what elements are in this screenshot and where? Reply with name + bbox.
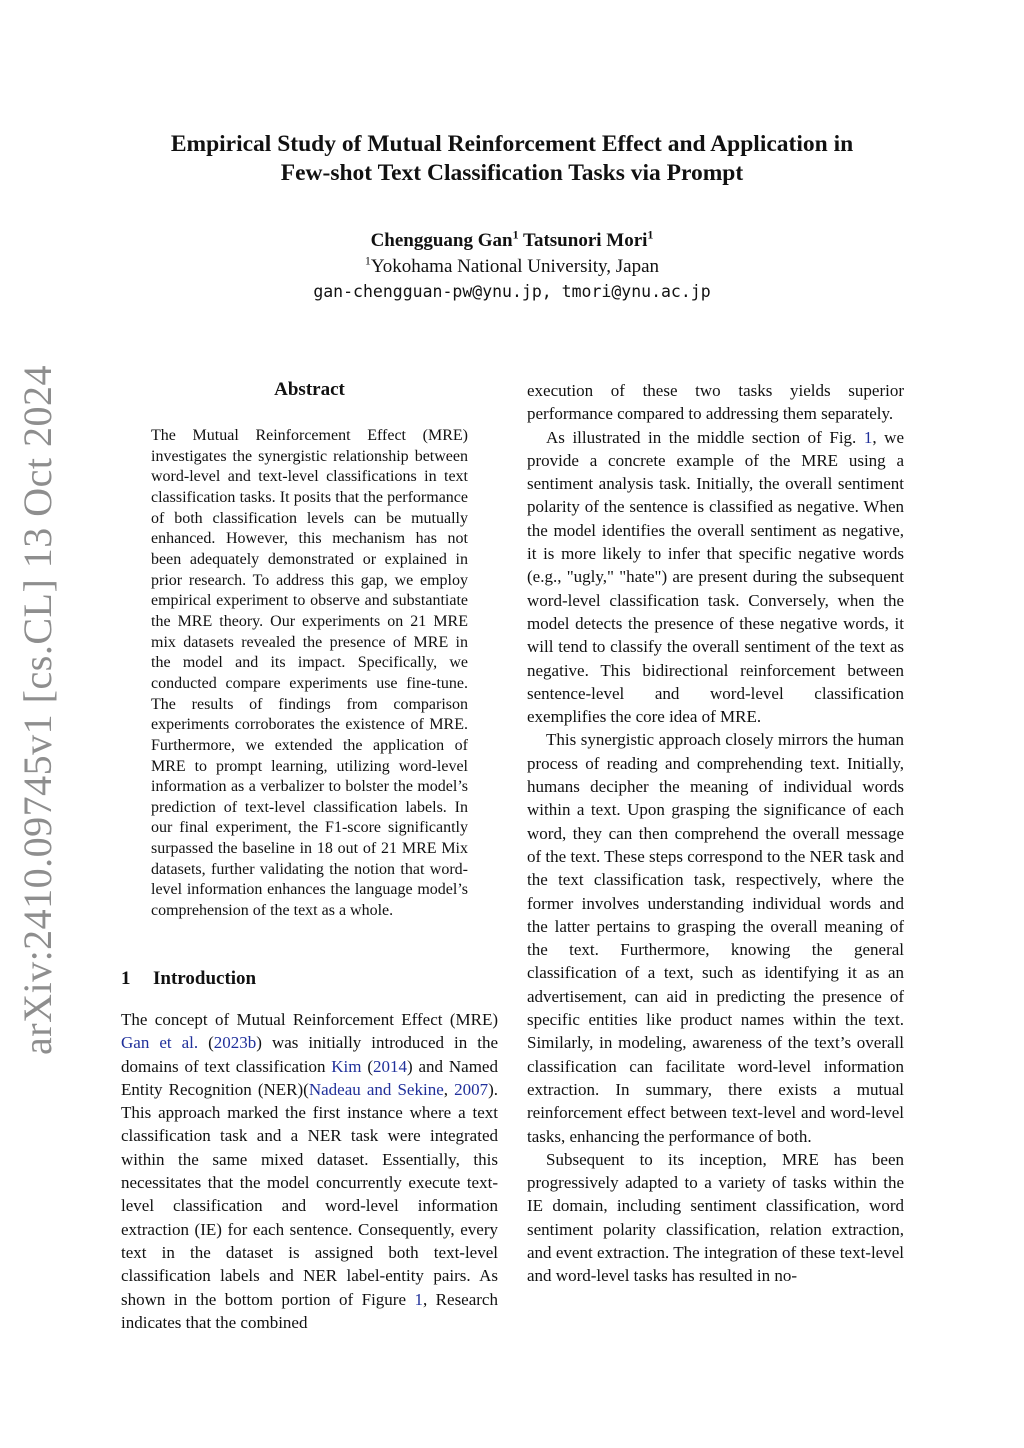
author-emails: gan-chengguan-pw@ynu.jp, tmori@ynu.ac.jp (313, 282, 711, 301)
citation-link[interactable]: Gan et al. (121, 1033, 199, 1053)
text-span: ( (361, 1056, 374, 1076)
text-span: , we provide a concrete example of the MRE using a sentiment analysis task. Initially, the overall sentiment polarity of the sentence is classified as negative. When the model identifies the overall sentiment as negative, it is more likely to infer that specific negative words (e.g., "ugly," "hate") are present during the subsequent word-level classification task. Conversely, when the model detects the presence of these negative words, it will tend to classify the overall sentiment of the text as negative. This bidirectional reinforcement between sentence-level and word-level classification exemplifies the core idea of MRE. (527, 427, 904, 727)
text-span: ). This approach marked the first instance where a text classification task and a NER task were integrated within the same mixed dataset. Essentially, this necessitates that the model concurrently execute text-level classification and word-level information extraction (IE) for each sentence. Consequently, every text in the dataset is assigned both text-level classification labels and NER label-entity pairs. As shown in the bottom portion of Figure (121, 1079, 499, 1309)
arxiv-identifier-stamp: arXiv:2410.09745v1 [cs.CL] 13 Oct 2024 (15, 364, 60, 1055)
text-span: ) and Named Entity Recognition (NER)( (121, 1056, 498, 1099)
paragraph (527, 426, 904, 729)
author-name: Chengguang Gan (370, 230, 513, 251)
author-affiliation-mark: 1 (647, 227, 654, 242)
title-line-1: Empirical Study of Mutual Reinforcement Effect and Application in (170, 131, 854, 157)
citation-link[interactable]: 2014 (373, 1056, 408, 1076)
text-span: ) was initially introduced in the domains of text classification (121, 1033, 498, 1076)
abstract-heading: Abstract (274, 379, 345, 400)
section-heading-introduction (121, 966, 501, 992)
author-list (110, 228, 914, 254)
text-span: , (443, 1079, 455, 1099)
figure-reference-link[interactable]: 1 (414, 1289, 423, 1309)
title-line-2: Few-shot Text Classification Tasks via Prompt (280, 160, 744, 186)
affiliation (110, 254, 914, 280)
text-span: The concept of Mutual Reinforcement Effect (MRE) (121, 1010, 498, 1029)
text-span: , Research indicates that the combined (121, 1289, 498, 1332)
abstract-text: The Mutual Reinforcement Effect (MRE) investigates the synergistic relationship between word-level and text-level classifications in text classification tasks. It posits that the performance of both classification levels can be mutually enhanced. However, this mechanism has not been adequately demonstrated or explained in prior research. To address this gap, we employ empirical experiment to observe and substantiate the MRE theory. Our experiments on 21 MRE mix datasets revealed the presence of MRE in the model and its impact. Specifically, we conducted compare experiments use fine-tune. The results of findings from comparison experiments corroborates the existence of MRE. Furthermore, we extended the application of MRE to prompt learning, utilizing word-level information as a verbalizer to bolster the model’s prediction of text-level classification labels. In our final experiment, the F1-score significantly surpassed the baseline in 18 out of 21 MRE Mix datasets, further validating the notion that word-level information enhances the language model’s comprehension of the text as a whole. (151, 427, 468, 920)
text-span: ( (198, 1033, 214, 1053)
affiliation-name: Yokohama National University, Japan (370, 256, 660, 277)
citation-link[interactable]: 2023b (213, 1033, 257, 1053)
section-title: Introduction (153, 968, 257, 989)
figure-reference-link[interactable]: 1 (863, 427, 873, 447)
citation-link[interactable]: Nadeau and Sekine (308, 1079, 444, 1099)
paper-title (110, 130, 914, 188)
citation-link[interactable]: Kim (331, 1056, 362, 1076)
right-column-text (527, 379, 904, 1288)
paragraph: execution of these two tasks yields superior performance compared to addressing them separately. (527, 381, 904, 424)
paragraph: Subsequent to its inception, MRE has been progressively adapted to a variety of tasks within the IE domain, including sentiment classification, word sentiment polarity classification, relation extraction, and event extraction. The integration of these text-level and word-level tasks has resulted in no- (527, 1149, 904, 1286)
citation-link[interactable]: 2007 (454, 1079, 489, 1099)
author-name: Tatsunori Mori (523, 230, 648, 251)
affiliation-mark: 1 (364, 253, 371, 268)
introduction-paragraph (121, 1008, 498, 1334)
section-number: 1 (121, 968, 131, 989)
author-affiliation-mark: 1 (512, 227, 519, 242)
paragraph: This synergistic approach closely mirrors the human process of reading and comprehending text. Initially, humans decipher the meaning of individual words within a text. Upon grasping the significance of each word, they can then comprehend the overall message of the text. These steps correspond to the NER task and the text classification task, respectively, where the former involves understanding individual words and the latter pertains to grasping the overall meaning of the text. Furthermore, knowing the general classification of a text, such as identifying it as an advertisement, can aid in predicting the presence of specific entities like product names within the text. Similarly, in modeling, awareness of the text’s overall classification can facilitate word-level information extraction. In summary, there exists a mutual reinforcement effect between text-level and word-level tasks, enhancing the performance of both. (527, 730, 904, 1146)
text-span: As illustrated in the middle section of Fig. (546, 427, 864, 447)
